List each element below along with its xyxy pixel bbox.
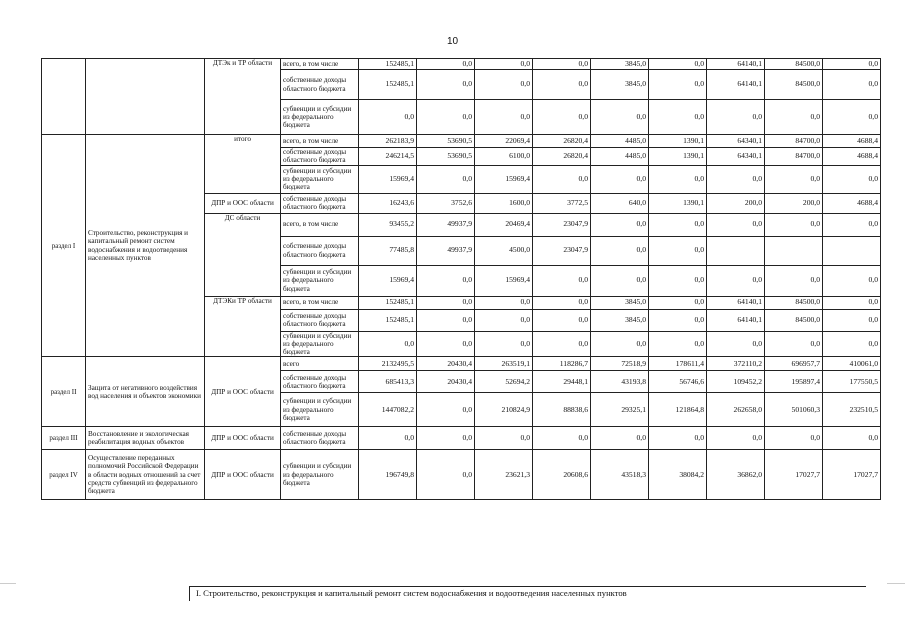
value-cell: 196749,8 [359,450,417,500]
value-cell: 0,0 [649,165,707,193]
value-cell: 0,0 [591,236,649,265]
value-cell: 0,0 [591,331,649,357]
executor-cell: ДПР и ООС области [205,193,281,213]
value-cell: 84500,0 [765,70,823,100]
value-cell: 0,0 [417,296,475,309]
value-cell: 20430,4 [417,371,475,393]
executor-cell: ДПР и ООС области [205,450,281,500]
value-cell: 195897,4 [765,371,823,393]
value-cell: 53690,5 [417,135,475,148]
funding-source-cell: собственные доходы областного бюджета [281,236,359,265]
executor-cell: ДПР и ООС области [205,427,281,450]
value-cell: 3845,0 [591,70,649,100]
value-cell: 84500,0 [765,309,823,331]
funding-source-cell: всего, в том числе [281,135,359,148]
value-cell: 49937,9 [417,213,475,236]
value-cell: 0,0 [475,100,533,135]
value-cell: 121864,8 [649,393,707,427]
value-cell: 0,0 [765,165,823,193]
value-cell: 6100,0 [475,148,533,166]
value-cell: 0,0 [823,70,881,100]
funding-source-cell: всего [281,357,359,371]
value-cell: 4688,4 [823,148,881,166]
table-row [42,427,881,450]
value-cell: 696957,7 [765,357,823,371]
table-row [42,450,881,500]
value-cell: 0,0 [475,296,533,309]
value-cell: 152485,1 [359,59,417,70]
value-cell: 0,0 [823,100,881,135]
value-cell [765,236,823,265]
value-cell: 0,0 [591,427,649,450]
value-cell [823,236,881,265]
funding-source-cell: собственные доходы областного бюджета [281,70,359,100]
value-cell: 372110,2 [707,357,765,371]
page-number: 10 [446,36,459,47]
value-cell: 0,0 [765,265,823,296]
value-cell: 0,0 [533,70,591,100]
value-cell: 23621,3 [475,450,533,500]
value-cell: 0,0 [533,59,591,70]
funding-source-cell: собственные доходы областного бюджета [281,371,359,393]
value-cell: 0,0 [533,309,591,331]
value-cell: 0,0 [359,100,417,135]
value-cell: 0,0 [417,165,475,193]
value-cell: 0,0 [823,213,881,236]
value-cell: 177550,5 [823,371,881,393]
value-cell: 640,0 [591,193,649,213]
value-cell: 0,0 [707,265,765,296]
value-cell: 84500,0 [765,59,823,70]
measure-name-cell: Защита от негативного воздействия вод населения и объектов экономики [86,357,205,427]
value-cell: 0,0 [765,427,823,450]
value-cell: 84700,0 [765,135,823,148]
value-cell: 152485,1 [359,70,417,100]
section-cell: раздел II [42,357,86,427]
value-cell: 0,0 [649,236,707,265]
value-cell: 0,0 [765,213,823,236]
value-cell: 0,0 [417,309,475,331]
value-cell: 0,0 [649,309,707,331]
value-cell: 43518,3 [591,450,649,500]
value-cell: 26820,4 [533,135,591,148]
value-cell: 0,0 [533,331,591,357]
value-cell: 84700,0 [765,148,823,166]
value-cell: 0,0 [475,70,533,100]
value-cell: 53690,5 [417,148,475,166]
value-cell: 0,0 [649,331,707,357]
value-cell: 84500,0 [765,296,823,309]
value-cell: 0,0 [475,427,533,450]
value-cell: 29448,1 [533,371,591,393]
value-cell: 0,0 [707,213,765,236]
value-cell: 0,0 [823,331,881,357]
value-cell: 1447082,2 [359,393,417,427]
value-cell: 0,0 [533,427,591,450]
value-cell: 0,0 [823,59,881,70]
value-cell: 15969,4 [475,165,533,193]
value-cell: 93455,2 [359,213,417,236]
funding-source-cell: собственные доходы областного бюджета [281,193,359,213]
funding-source-cell: собственные доходы областного бюджета [281,148,359,166]
executor-cell: ДПР и ООС области [205,357,281,427]
value-cell: 0,0 [591,265,649,296]
value-cell: 178611,4 [649,357,707,371]
value-cell: 0,0 [649,296,707,309]
value-cell: 43193,8 [591,371,649,393]
funding-source-cell: субвенции и субсидии из федерального бюджета [281,393,359,427]
measure-name-cell [86,59,205,135]
value-cell: 0,0 [707,331,765,357]
value-cell: 17027,7 [823,450,881,500]
value-cell: 0,0 [649,265,707,296]
value-cell: 15969,4 [359,165,417,193]
funding-source-cell: субвенции и субсидии из федерального бюджета [281,265,359,296]
value-cell: 15969,4 [475,265,533,296]
funding-source-cell: всего, в том числе [281,59,359,70]
value-cell: 0,0 [765,331,823,357]
value-cell: 0,0 [417,265,475,296]
value-cell: 2132495,5 [359,357,417,371]
value-cell: 16243,6 [359,193,417,213]
value-cell: 64140,1 [707,59,765,70]
value-cell: 0,0 [707,100,765,135]
value-cell: 246214,5 [359,148,417,166]
value-cell: 64340,1 [707,148,765,166]
value-cell: 0,0 [823,296,881,309]
measure-name-cell: Восстановление и экологическая реабилитация водных объектов [86,427,205,450]
value-cell: 22069,4 [475,135,533,148]
value-cell: 64340,1 [707,135,765,148]
table-row [42,135,881,148]
value-cell: 1390,1 [649,135,707,148]
funding-source-cell: субвенции и субсидии из федерального бюджета [281,165,359,193]
value-cell: 56746,6 [649,371,707,393]
funding-source-cell: субвенции и субсидии из федерального бюджета [281,331,359,357]
value-cell: 262183,9 [359,135,417,148]
funding-source-cell: субвенции и субсидии из федерального бюджета [281,100,359,135]
value-cell: 3845,0 [591,59,649,70]
value-cell: 3845,0 [591,309,649,331]
value-cell: 0,0 [591,213,649,236]
value-cell: 0,0 [649,100,707,135]
section-cell: раздел I [42,135,86,357]
value-cell: 4485,0 [591,135,649,148]
value-cell [707,236,765,265]
value-cell: 0,0 [823,265,881,296]
value-cell: 4688,4 [823,193,881,213]
value-cell: 0,0 [533,265,591,296]
value-cell: 0,0 [823,165,881,193]
value-cell: 29325,1 [591,393,649,427]
value-cell: 23047,9 [533,213,591,236]
value-cell: 0,0 [533,296,591,309]
value-cell: 0,0 [475,59,533,70]
value-cell: 0,0 [475,331,533,357]
executor-cell: итого [205,135,281,194]
value-cell: 0,0 [533,100,591,135]
funding-source-cell: всего, в том числе [281,296,359,309]
executor-cell: ДТЭКи ТР области [205,296,281,357]
value-cell: 685413,3 [359,371,417,393]
value-cell: 0,0 [417,393,475,427]
value-cell: 0,0 [823,427,881,450]
scan-edge-mark [0,583,16,584]
value-cell: 1390,1 [649,193,707,213]
value-cell: 52694,2 [475,371,533,393]
value-cell: 118286,7 [533,357,591,371]
scan-edge-mark [887,583,905,584]
value-cell: 0,0 [591,100,649,135]
value-cell: 1600,0 [475,193,533,213]
value-cell: 0,0 [649,213,707,236]
value-cell: 0,0 [417,450,475,500]
value-cell: 38084,2 [649,450,707,500]
value-cell: 3845,0 [591,296,649,309]
value-cell: 210824,9 [475,393,533,427]
value-cell: 0,0 [417,331,475,357]
table-row [42,357,881,371]
value-cell: 0,0 [823,309,881,331]
value-cell: 49937,9 [417,236,475,265]
value-cell: 20469,4 [475,213,533,236]
section-cell: раздел III [42,427,86,450]
value-cell: 0,0 [533,165,591,193]
value-cell: 0,0 [649,59,707,70]
value-cell: 15969,4 [359,265,417,296]
value-cell: 20430,4 [417,357,475,371]
section-footer-title: I. Строительство, реконструкция и капитальный ремонт систем водоснабжения и водоотведения населенных пунктов [196,588,627,598]
value-cell: 0,0 [475,309,533,331]
value-cell: 36862,0 [707,450,765,500]
value-cell: 3752,6 [417,193,475,213]
funding-source-cell: собственные доходы областного бюджета [281,427,359,450]
value-cell: 72518,9 [591,357,649,371]
value-cell: 262658,0 [707,393,765,427]
executor-cell: ДС области [205,213,281,296]
value-cell: 410061,0 [823,357,881,371]
value-cell: 152485,1 [359,309,417,331]
value-cell: 0,0 [649,427,707,450]
value-cell: 3772,5 [533,193,591,213]
measure-name-cell: Строительство, реконструкция и капитальный ремонт систем водоснабжения и водоотведения населенных пунктов [86,135,205,357]
value-cell: 64140,1 [707,70,765,100]
value-cell: 77485,8 [359,236,417,265]
value-cell: 0,0 [765,100,823,135]
value-cell: 88838,6 [533,393,591,427]
value-cell: 26820,4 [533,148,591,166]
value-cell: 23047,9 [533,236,591,265]
table-row [42,59,881,70]
executor-cell: ДТЭк и ТР области [205,59,281,135]
value-cell: 200,0 [765,193,823,213]
section-cell: раздел IV [42,450,86,500]
funding-source-cell: субвенции и субсидии из федерального бюджета [281,450,359,500]
value-cell: 0,0 [359,331,417,357]
value-cell: 152485,1 [359,296,417,309]
value-cell: 0,0 [649,70,707,100]
value-cell: 64140,1 [707,296,765,309]
value-cell: 20608,6 [533,450,591,500]
value-cell: 263519,1 [475,357,533,371]
value-cell: 0,0 [707,165,765,193]
value-cell: 0,0 [417,70,475,100]
value-cell: 0,0 [359,427,417,450]
value-cell: 0,0 [417,100,475,135]
value-cell: 4485,0 [591,148,649,166]
section-cell [42,59,86,135]
value-cell: 0,0 [707,427,765,450]
value-cell: 0,0 [591,165,649,193]
value-cell: 0,0 [417,59,475,70]
value-cell: 4500,0 [475,236,533,265]
value-cell: 109452,2 [707,371,765,393]
value-cell: 200,0 [707,193,765,213]
funding-source-cell: всего, в том числе [281,213,359,236]
value-cell: 64140,1 [707,309,765,331]
measure-name-cell: Осуществление переданных полномочий Российской Федерации в области водных отношений за счет средств субвенций из федерального бюджета [86,450,205,500]
budget-table [41,58,881,500]
value-cell: 0,0 [417,427,475,450]
value-cell: 501060,3 [765,393,823,427]
value-cell: 4688,4 [823,135,881,148]
value-cell: 232510,5 [823,393,881,427]
value-cell: 17027,7 [765,450,823,500]
funding-source-cell: собственные доходы областного бюджета [281,309,359,331]
value-cell: 1390,1 [649,148,707,166]
